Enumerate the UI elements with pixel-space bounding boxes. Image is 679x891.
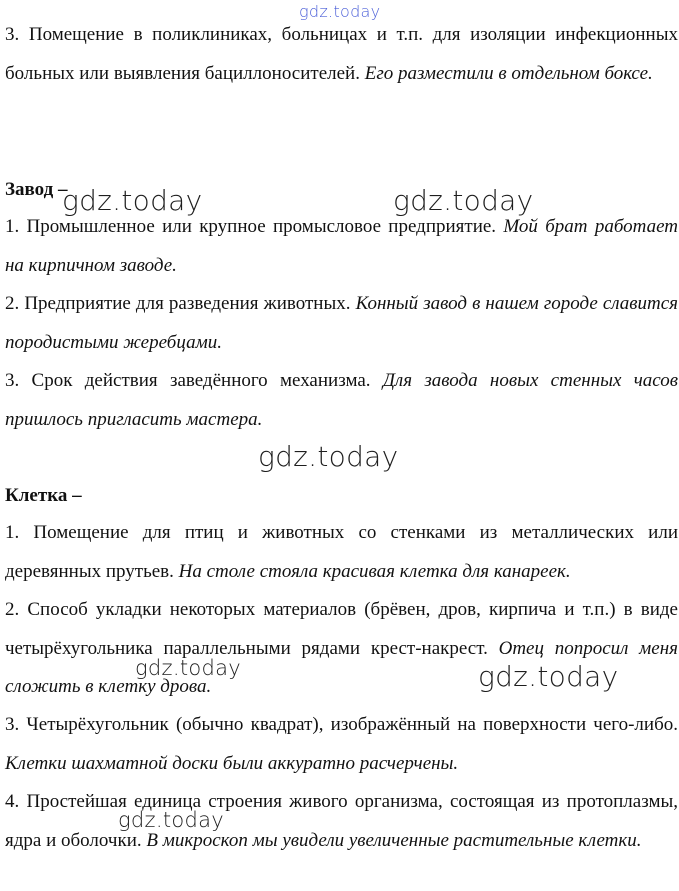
item-text: 4. Простейшая единица строения живого организма, состоящая из протоплазмы, ядра и оболочки. [5, 791, 678, 851]
item-example: Конный завод в нашем городе славится породистыми жеребцами. [5, 293, 679, 353]
item-example: Его разместили в отдельном боксе. [364, 62, 653, 84]
item-example: На столе стояла красивая клетка для канареек. [178, 560, 571, 582]
item-text: 1. Помещение для птиц и животных со стенками из металлических или деревянных прутьев. [5, 522, 678, 582]
zavod-item-3 [5, 362, 678, 439]
item-text: 2. Способ укладки некоторых материалов (брёвен, дров, кирпича и т.п.) в виде четырёхугольника параллельными рядами крест-накрест. [5, 599, 678, 659]
kletka-item-2 [5, 591, 678, 707]
item-text: 3. Срок действия заведённого механизма. [5, 370, 383, 391]
kletka-heading: Клетка – [5, 485, 82, 506]
item-text: 2. Предприятие для разведения животных. [5, 293, 356, 314]
kletka-item-1 [5, 514, 678, 591]
zavod-item-1 [5, 208, 678, 285]
item-example: Мой брат работает на кирпичном заводе. [5, 216, 678, 276]
watermark: gdz.today [135, 656, 242, 680]
item-text: 1. Промышленное или крупное промысловое предприятие. [5, 216, 504, 237]
item-example: Для завода новых стенных часов пришлось пригласить мастера. [5, 370, 678, 430]
zavod-heading: Завод – [5, 179, 68, 200]
kletka-item-3 [5, 706, 678, 783]
item-text: 3. Четырёхугольник (обычно квадрат), изображённый на поверхности чего-либо. [5, 714, 678, 735]
item-text: 3. Помещение в поликлиниках, больницах и т.п. для изоляции инфекционных больных или выявления бациллоносителей. [5, 24, 678, 84]
watermark: gdz.today [118, 808, 225, 832]
zavod-item-2 [5, 285, 678, 362]
pomeshchenie-item-3 [5, 16, 678, 93]
watermark: gdz.today [62, 184, 203, 217]
kletka-item-4 [5, 783, 678, 860]
watermark: gdz.today [393, 184, 534, 217]
watermark: gdz.today [258, 440, 399, 473]
item-example: Клетки шахматной доски были аккуратно расчерчены. [5, 752, 459, 774]
item-example: Отец попросил меня сложить в клетку дрова. [5, 637, 678, 697]
watermark-top: gdz.today [299, 2, 381, 21]
item-example: В микроскоп мы увидели увеличенные растительные клетки. [146, 829, 642, 851]
watermark: gdz.today [478, 660, 619, 693]
